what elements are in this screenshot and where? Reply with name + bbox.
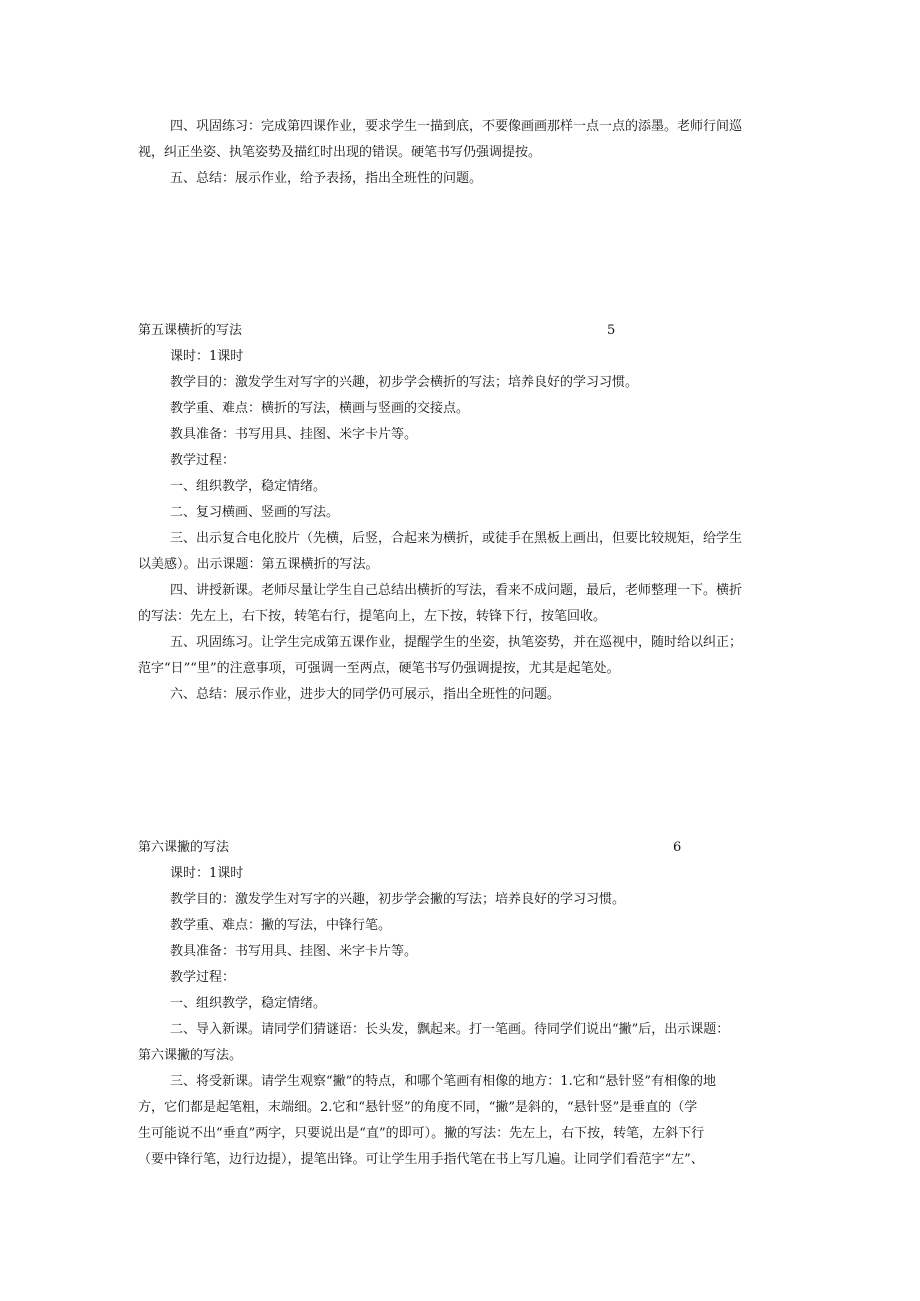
lesson6-key-points: 教学重、难点：撇的写法，中锋行笔。	[170, 918, 392, 933]
lesson5-hours: 课时：1课时	[170, 349, 244, 364]
lesson5-key-points: 教学重、难点：横折的写法，横画与竖画的交接点。	[170, 401, 470, 416]
lesson4-step4-line1: 四、巩固练习：完成第四课作业，要求学生一描到底，不要像画画那样一点一点的添墨。老师行间巡	[170, 119, 743, 134]
lesson6-hours: 课时：1课时	[170, 866, 244, 881]
lesson6-step3-line2: 方，它们都是起笔粗，末端细。2.它和“悬针竖”的角度不同，“撇”是斜的，“悬针竖”是垂直的（学	[138, 1100, 698, 1115]
lesson5-step3-line2: 以美感）。出示课题：第五课横折的写法。	[138, 557, 379, 572]
lesson6-step3-line3: 生可能说不出“垂直”两字，只要说出是“直”的即可）。撇的写法：先左上，右下按，转笔，左斜下行	[138, 1126, 705, 1141]
lesson5-process-heading: 教学过程：	[170, 453, 236, 468]
lesson6-process-heading: 教学过程：	[170, 970, 236, 985]
lesson5-step5-line1: 五、巩固练习。让学生完成第五课作业，提醒学生的坐姿，执笔姿势，并在巡视中，随时给以纠正；	[170, 635, 743, 650]
lesson6-goal: 教学目的：激发学生对写字的兴趣，初步学会撇的写法；培养良好的学习习惯。	[170, 892, 626, 907]
lesson6-step3-line4: （要中锋行笔，边行边提），提笔出锋。可让学生用手指代笔在书上写几遍。让同学们看范字“左”、	[138, 1152, 704, 1167]
lesson5-step6: 六、总结：展示作业，进步大的同学仍可展示，指出全班性的问题。	[170, 687, 561, 702]
lesson5-goal: 教学目的：激发学生对写字的兴趣，初步学会横折的写法；培养良好的学习习惯。	[170, 375, 639, 390]
lesson5-step4-line1: 四、讲授新课。老师尽量让学生自己总结出横折的写法，看来不成问题，最后，老师整理一下。横折	[170, 583, 743, 598]
lesson5-tools: 教具准备：书写用具、挂图、米字卡片等。	[170, 427, 418, 442]
lesson5-step2: 二、复习横画、竖画的写法。	[170, 505, 340, 520]
lesson5-step5-line2: 范字“日”“里”的注意事项，可强调一至两点，硬笔书写仍强调提按，尤其是起笔处。	[138, 661, 620, 676]
lesson5-step3-line1: 三、出示复合电化胶片（先横，后竖，合起来为横折，或徒手在黑板上画出，但要比较规矩，给学生	[170, 531, 743, 546]
lesson6-tools: 教具准备：书写用具、挂图、米字卡片等。	[170, 944, 418, 959]
lesson4-step5: 五、总结：展示作业，给予表扬，指出全班性的问题。	[170, 171, 483, 186]
lesson5-step1: 一、组织教学，稳定情绪。	[170, 479, 327, 494]
lesson6-step3-line1: 三、将受新课。请学生观察“撇”的特点，和哪个笔画有相像的地方：1.它和“悬针竖”有相像的地	[170, 1074, 716, 1089]
lesson6-step2-line1: 二、导入新课。请同学们猜谜语：长头发，飘起来。打一笔画。待同学们说出“撇”后，出示课题：	[170, 1022, 730, 1037]
lesson4-step4-line2: 视，纠正坐姿、执笔姿势及描红时出现的错误。硬笔书写仍强调提按。	[138, 145, 542, 160]
lesson6-step1: 一、组织教学，稳定情绪。	[170, 996, 327, 1011]
lesson5-title: 第五课横折的写法	[138, 323, 243, 338]
lesson6-page-number: 6	[673, 840, 682, 855]
lesson5-step4-line2: 的写法：先左上，右下按，转笔右行，提笔向上，左下按，转锋下行，按笔回收。	[138, 609, 607, 624]
lesson6-step2-line2: 第六课撇的写法。	[138, 1048, 243, 1063]
lesson6-title: 第六课撇的写法	[138, 840, 230, 855]
lesson5-page-number: 5	[607, 323, 616, 338]
